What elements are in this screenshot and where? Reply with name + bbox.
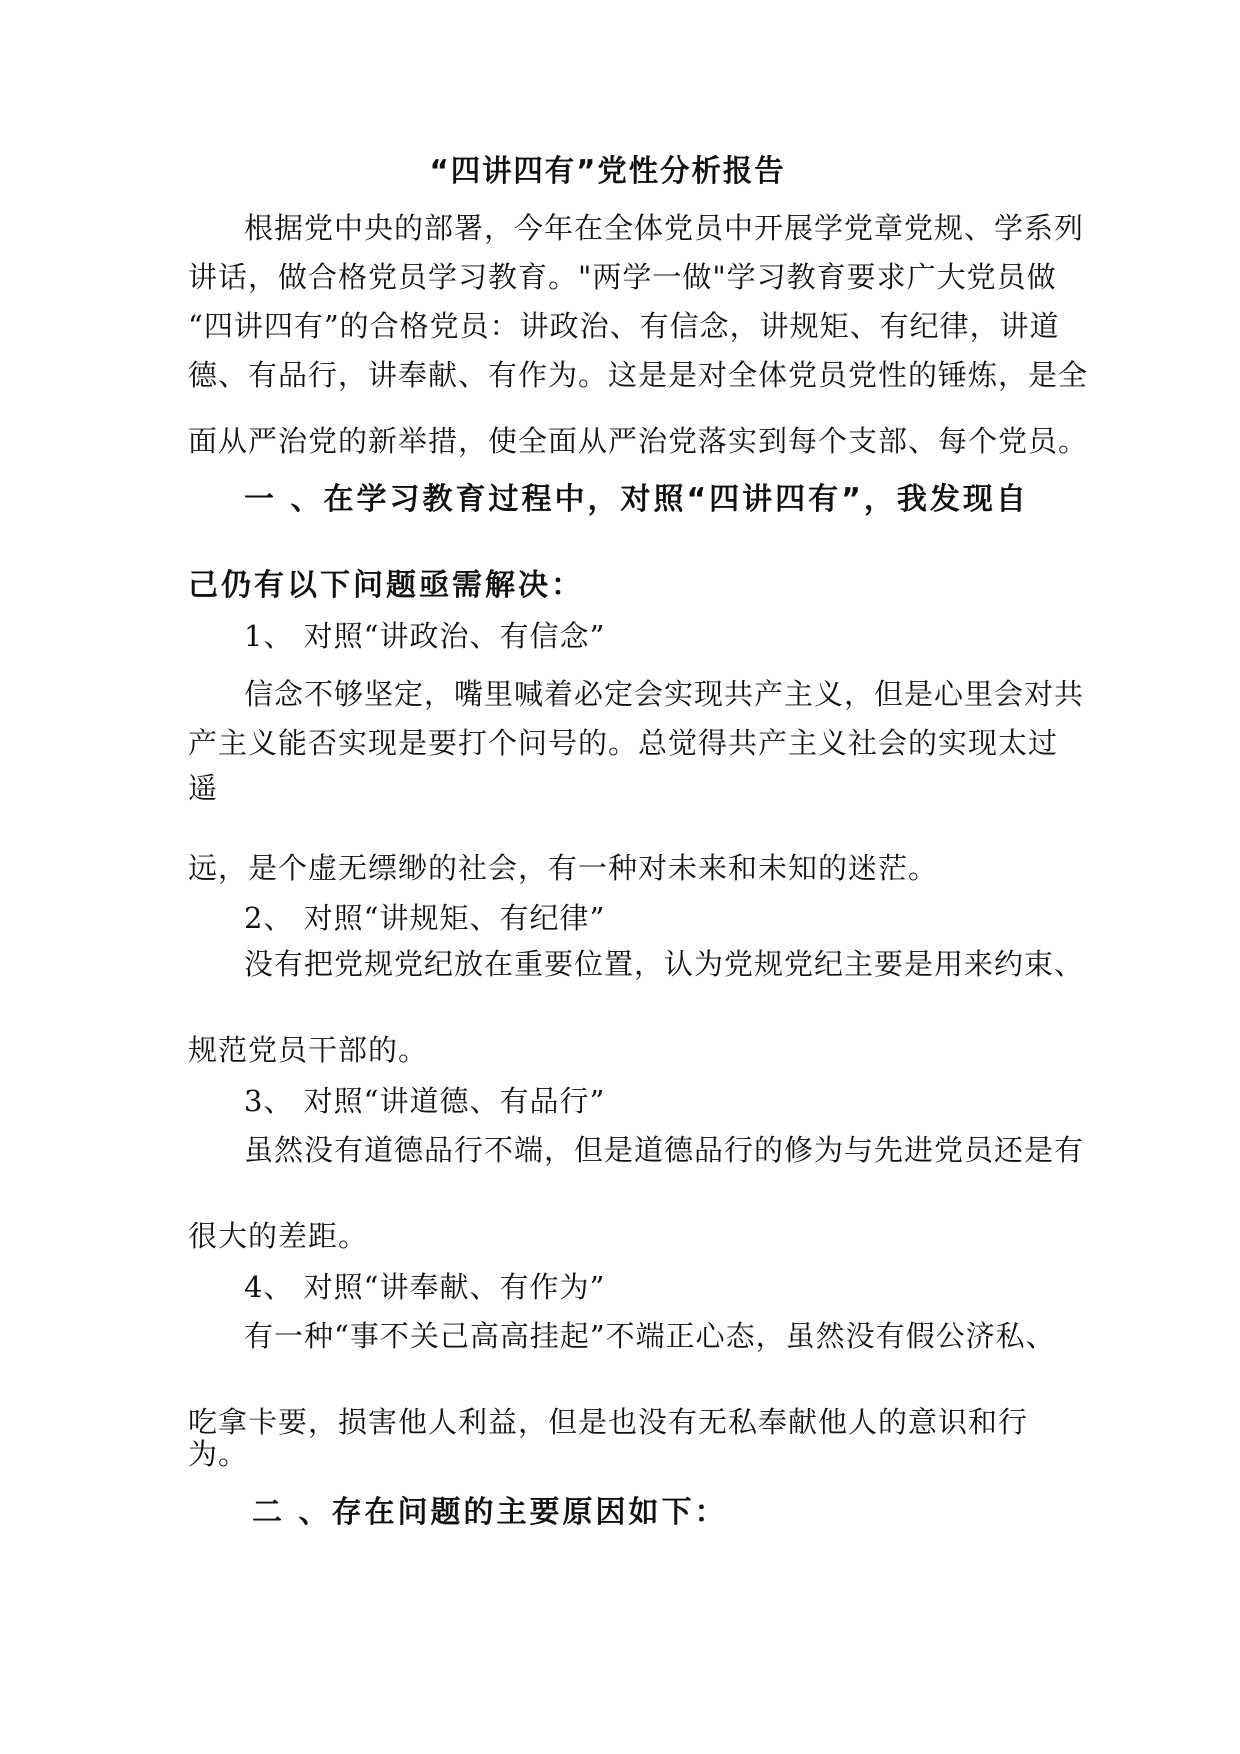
item-text: 为。 <box>188 1437 249 1471</box>
section2-heading: 二 、存在问题的主要原因如下： <box>252 1495 728 1530</box>
item-text: 规范党员干部的。 <box>188 1033 429 1067</box>
item-text: 虽然没有道德品行不端，但是道德品行的修为与先进党员还是有 <box>244 1133 1085 1167</box>
intro-line: 德、有品行，讲奉献、有作为。这是是对全体党员党性的锤炼，是全 <box>188 358 1089 392</box>
item-text: 信念不够坚定，嘴里喊着必定会实现共产主义，但是心里会对共 <box>244 677 1085 711</box>
item-heading: 2、 对照“讲规矩、有纪律” <box>244 901 606 935</box>
item-heading: 1、 对照“讲政治、有信念” <box>244 619 606 653</box>
item-text: 有一种“事不关己高高挂起”不端正心态，虽然没有假公济私、 <box>244 1319 1056 1353</box>
intro-line: “四讲四有”的合格党员：讲政治、有信念，讲规矩、有纪律，讲道 <box>188 309 1060 343</box>
item-heading: 4、 对照“讲奉献、有作为” <box>244 1270 606 1304</box>
item-text: 吃拿卡要，损害他人利益，但是也没有无私奉献他人的意识和行 <box>188 1405 1029 1439</box>
item-text: 很大的差距。 <box>188 1219 369 1253</box>
item-text: 没有把党规党纪放在重要位置，认为党规党纪主要是用来约束、 <box>244 947 1085 981</box>
item-heading: 3、 对照“讲道德、有品行” <box>244 1084 606 1118</box>
section1-heading: 一 、在学习教育过程中，对照“四讲四有”，我发现自 <box>244 482 1029 517</box>
section1-heading: 己仍有以下问题亟需解决： <box>188 568 584 603</box>
item-text: 遥 <box>188 771 219 805</box>
intro-line: 面从严治党的新举措，使全面从严治党落实到每个支部、每个党员。 <box>188 424 1089 458</box>
document-title: “四讲四有”党性分析报告 <box>429 154 786 189</box>
item-text: 产主义能否实现是要打个问号的。总觉得共产主义社会的实现太过 <box>188 726 1059 760</box>
intro-line: 讲话，做合格党员学习教育。"两学一做"学习教育要求广大党员做 <box>188 260 1057 294</box>
item-text: 远，是个虚无缥缈的社会，有一种对未来和未知的迷茫。 <box>188 851 939 885</box>
intro-line: 根据党中央的部署，今年在全体党员中开展学党章党规、学系列 <box>244 211 1085 245</box>
